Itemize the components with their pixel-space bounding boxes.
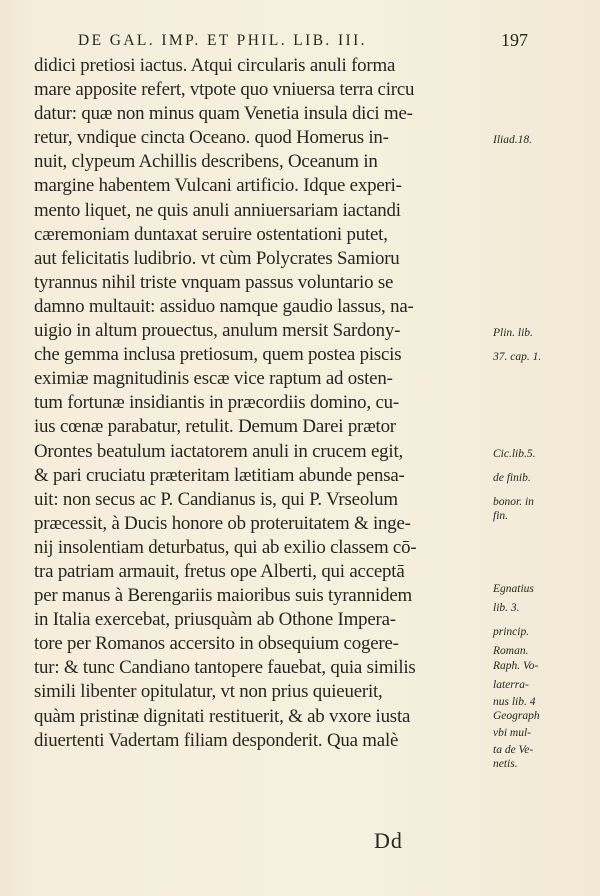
text-line: mare apposite refert, vtpote quo vniuersa terra circu xyxy=(34,79,415,101)
text-line: simili libenter opitulatur, vt non prius quieuerit, xyxy=(34,681,383,703)
text-line: datur: quæ non minus quam Venetia insula dici me- xyxy=(34,103,413,125)
text-line: margine habentem Vulcani artificio. Idque experi- xyxy=(34,175,402,197)
text-line: cæremoniam duntaxat seruire ostentationi putet, xyxy=(34,223,388,245)
text-line: ius cœnæ parabatur, retulit. Demum Darei prætor xyxy=(34,416,396,438)
text-line: tra patriam armauit, fretus ope Alberti, qui acceptā xyxy=(34,560,405,582)
margin-note: netis. xyxy=(493,758,518,771)
text-line: præcessit, à Ducis honore ob proteruitatem & inge- xyxy=(34,512,411,534)
text-line: quàm pristinæ dignitati restituerit, & ab vxore iusta xyxy=(34,705,411,727)
text-line: Orontes beatulum iactatorem anuli in crucem egit, xyxy=(34,440,404,462)
text-line: diuertenti Vadertam filiam desponderit. Qua malè xyxy=(34,729,399,751)
margin-note: nus lib. 4 xyxy=(493,695,536,708)
text-line: damno multauit: assiduo namque gaudio lassus, na- xyxy=(34,295,414,317)
margin-note: de finib. xyxy=(493,471,531,484)
text-line: retur, vndique cincta Oceano. quod Homerus in- xyxy=(34,127,389,149)
margin-note: bonor. in xyxy=(493,495,534,508)
text-line: in Italia exercebat, priusquàm ab Othone Impera- xyxy=(34,609,396,631)
running-title: DE GAL. IMP. ET PHIL. LIB. III. xyxy=(78,32,367,49)
text-line: per manus à Berengariis maioribus suis tyrannidem xyxy=(34,585,412,607)
text-line: mento liquet, ne quis anuli anniuersariam iactandi xyxy=(34,199,401,221)
margin-note: lib. 3. xyxy=(493,601,520,614)
margin-note: Egnatius xyxy=(493,582,534,595)
text-line: nuit, clypeum Achillis describens, Oceanum in xyxy=(34,151,378,173)
text-line: tore per Romanos accersito in obsequium cogere- xyxy=(34,633,399,655)
text-line: aut felicitatis ludibrio. vt cùm Polycrates Samioru xyxy=(34,247,400,269)
text-line: uigio in altum prouectus, anulum mersit Sardony- xyxy=(34,320,401,342)
text-line: eximiæ magnitudinis escæ vice raptum ad osten- xyxy=(34,368,393,390)
margin-note: vbi mul- xyxy=(493,727,532,740)
text-line: & pari cruciatu præteritam lætitiam abunde pensa- xyxy=(34,464,405,486)
margin-note: laterra- xyxy=(493,678,529,691)
margin-note: Geograph xyxy=(493,710,540,723)
text-line: tyrannus nihil triste vnquam passus voluntario se xyxy=(34,271,394,293)
margin-note: Raph. Vo- xyxy=(493,659,539,672)
margin-note: Roman. xyxy=(493,645,529,658)
margin-note: 37. cap. 1. xyxy=(493,351,542,364)
margin-note: princip. xyxy=(493,625,530,638)
signature-mark: Dd xyxy=(374,828,403,853)
text-line: nij insolentiam deturbatus, qui ab exilio classem cō- xyxy=(34,536,417,558)
text-line: tum fortunæ insidiantis in præcordiis domino, cu- xyxy=(34,392,399,414)
margin-note: Iliad.18. xyxy=(493,134,532,147)
main-text-block xyxy=(34,54,504,753)
page-number: 197 xyxy=(501,30,528,50)
margin-note: ta de Ve- xyxy=(493,744,534,757)
text-line: tur: & tunc Candiano tantopere fauebat, quia similis xyxy=(34,657,416,679)
margin-note: fin. xyxy=(493,510,509,523)
text-line: didici pretiosi iactus. Atqui circularis anuli forma xyxy=(34,55,396,76)
text-line: uit: non secus ac P. Candianus is, qui P. Vrseolum xyxy=(34,488,398,510)
margin-note: Plin. lib. xyxy=(493,327,533,340)
text-line: che gemma inclusa pretiosum, quem postea piscis xyxy=(34,344,402,366)
running-head xyxy=(78,32,528,50)
margin-note: Cic.lib.5. xyxy=(493,447,536,460)
